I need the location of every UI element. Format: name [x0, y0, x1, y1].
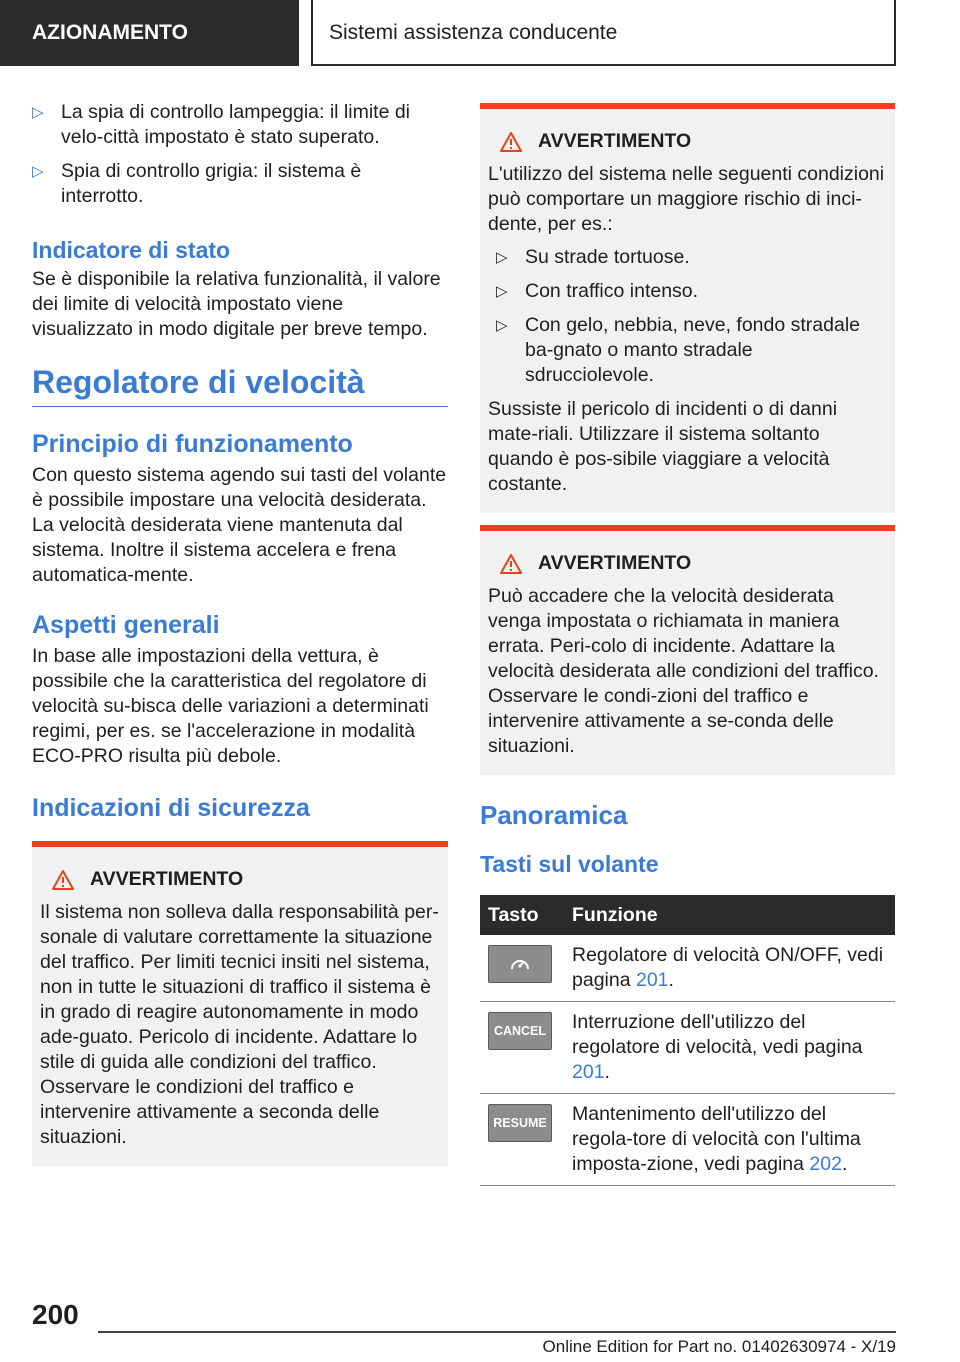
table-row: CANCEL Interruzione dell'utilizzo del regolatore di velocità, vedi pagina 201.	[480, 1002, 895, 1094]
table-row: RESUME Mantenimento dell'utilizzo del regola-tore di velocità con l'ultima imposta-zione, vedi pagina 202.	[480, 1094, 895, 1186]
status-heading: Indicatore di stato	[32, 237, 231, 263]
column-header-function: Funzione	[572, 895, 895, 935]
keys-table	[480, 895, 895, 1186]
page-number: 200	[32, 1299, 79, 1330]
general-text: In base alle impostazioni della vettura, è possibile che la caratteristica del regolatore di velocità su-bisca delle variazioni a determinati regimi, per es. se l'accelerazione in modalità ECO-PRO risulta più debole.	[32, 645, 429, 767]
triangle-bullet-icon: ▷	[32, 163, 44, 180]
warning-triangle-icon	[500, 554, 522, 574]
cancel-key: CANCEL	[488, 1012, 552, 1050]
warning-intro: L'utilizzo del sistema nelle seguenti condizioni può comportare un maggiore rischio di inci-dente, per es.:	[488, 163, 885, 235]
warning-title: AVVERTIMENTO	[488, 551, 887, 576]
triangle-bullet-icon: ▷	[32, 104, 44, 121]
page-title: Regolatore di velocità	[32, 362, 448, 407]
section-tab: AZIONAMENTO	[0, 0, 299, 66]
page-link[interactable]: 201	[635, 969, 669, 991]
general-heading: Aspetti generali	[32, 611, 220, 639]
warning-triangle-icon	[52, 870, 74, 890]
cruise-control-key	[488, 945, 552, 983]
warning-text: Il sistema non solleva dalla responsabilità per-sonale di valutare correttamente la situazione del traffico. Per limiti tecnici insiti nel sistema, non in tutte le situazioni di traffico il sistema è in grado di reagire autonomamente in modo ade-guato. Pericolo di incidente. Adattare lo stile di guida alle condizioni del traffico. Osservare le condizioni del traffico e intervenire attivamente a seconda delle situazioni.	[40, 901, 439, 1148]
list-item: ▷ Su strade tortuose.	[496, 246, 690, 268]
keys-heading: Tasti sul volante	[480, 851, 659, 877]
edition-footer: Online Edition for Part no. 01402630974 - X/19	[542, 1337, 896, 1356]
list-item: ▷ Con gelo, nebbia, neve, fondo stradale ba-gnato o manto stradale sdrucciolevole.	[496, 314, 860, 386]
list-item: ▷ Con traffico intenso.	[496, 280, 699, 302]
footer-divider	[98, 1331, 896, 1333]
conditions-list	[488, 245, 887, 388]
table-header-row	[480, 895, 895, 935]
chapter-title: Sistemi assistenza conducente	[311, 0, 896, 66]
list-item: ▷ Spia di controllo grigia: il sistema è interrotto.	[32, 160, 362, 207]
list-item: ▷ La spia di controllo lampeggia: il limite di velo-città impostato è stato superato.	[32, 101, 411, 148]
triangle-bullet-icon: ▷	[496, 283, 508, 300]
warning-triangle-icon	[500, 132, 522, 152]
warning-box	[32, 841, 448, 1166]
table-row: Regolatore di velocità ON/OFF, vedi pagina 201.	[480, 935, 895, 1002]
page-link[interactable]: 201	[572, 1061, 605, 1083]
triangle-bullet-icon: ▷	[496, 317, 508, 334]
principle-text: Con questo sistema agendo sui tasti del volante è possibile impostare una velocità desiderata. La velocità desiderata viene mantenuta dal sistema. Inoltre il sistema accelera e frena automatica-mente.	[32, 464, 447, 586]
resume-key: RESUME	[488, 1104, 552, 1142]
cruise-control-icon	[508, 954, 532, 974]
page-header	[0, 0, 960, 66]
warning-outro: Sussiste il pericolo di incidenti o di danni mate-riali. Utilizzare il sistema soltanto quando è pos-sibile viaggiare a velocità costante.	[488, 398, 838, 495]
page-link[interactable]: 202	[809, 1153, 842, 1175]
warning-box	[480, 103, 895, 513]
triangle-bullet-icon: ▷	[496, 249, 508, 266]
warning-text: Può accadere che la velocità desiderata venga impostata o richiamata in maniera errata. Peri-colo di incidente. Adattare la velocità desiderata alle condizioni del traffico. Osservare le condi-zioni del traffico e intervenire attivamente a se-conda delle situazioni.	[488, 585, 879, 757]
right-column	[480, 103, 895, 1186]
warning-title: AVVERTIMENTO	[488, 129, 887, 154]
status-text: Se è disponibile la relativa funzionalità, il valore dei limite di velocità impostato viene visualizzato in modo digitale per breve tempo.	[32, 268, 441, 340]
safety-heading: Indicazioni di sicurezza	[32, 794, 310, 822]
warning-box	[480, 525, 895, 775]
left-column	[32, 100, 448, 1166]
column-header-key: Tasto	[480, 895, 572, 935]
status-light-list	[32, 100, 448, 209]
overview-heading: Panoramica	[480, 800, 628, 830]
principle-heading: Principio di funzionamento	[32, 430, 353, 458]
warning-title: AVVERTIMENTO	[40, 867, 440, 892]
